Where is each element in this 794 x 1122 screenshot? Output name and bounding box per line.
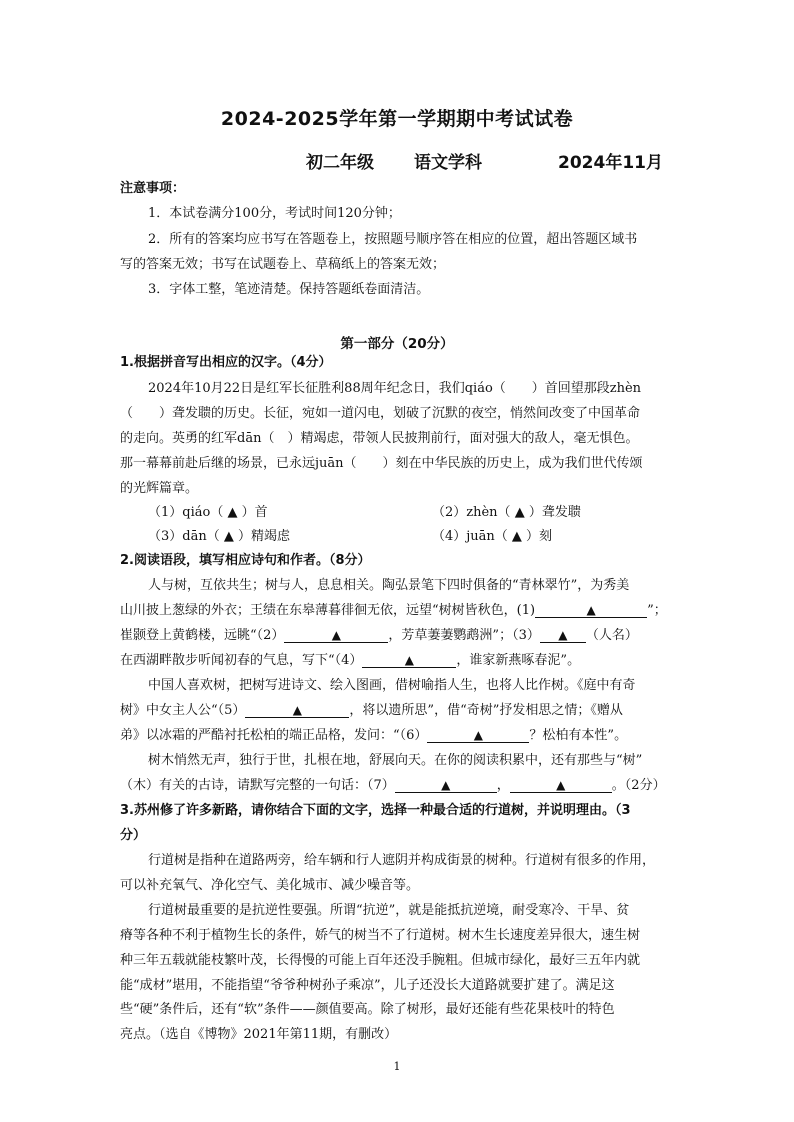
section-1-title: 第一部分（20分） bbox=[340, 336, 454, 352]
q3-line-5: 种三年五载就能枝繁叶茂，长得慢的可能上百年还没手腕粗。但城市绿化，最好三五年内就 bbox=[120, 953, 641, 968]
q2-p2-line-3: 弟》以冰霜的严酷衬托松柏的端正品格，发问：“（6） ▲ ？松柏有本性”。 bbox=[120, 728, 628, 743]
q1-option-3: （3）dān（ ▲ ）精竭虑 bbox=[148, 529, 290, 544]
q3-line-7: 些“硬”条件后，还有“软”条件——颜值要高。除了树形，最好还能有些花果枝叶的特色 bbox=[120, 1002, 615, 1017]
answer-blank-7a[interactable]: ▲ bbox=[395, 778, 497, 793]
answer-blank-5[interactable]: ▲ bbox=[245, 703, 349, 718]
notes-item-1: 1．本试卷满分100分，考试时间120分钟； bbox=[148, 206, 401, 221]
exam-subtitle bbox=[306, 148, 663, 173]
q2-p2-line-1: 中国人喜欢树，把树写进诗文、绘入图画，借树喻指人生，也将人比作树。《庭中有奇 bbox=[148, 678, 636, 693]
notes-item-2-cont: 写的答案无效；书写在试题卷上、草稿纸上的答案无效； bbox=[120, 257, 446, 272]
q3-title: 3.苏州修了许多新路，请你结合下面的文字，选择一种最合适的行道树，并说明理由。（3 bbox=[120, 803, 631, 818]
q3-title-cont: 分） bbox=[120, 828, 147, 843]
q1-line-5: 的光辉篇章。 bbox=[120, 481, 199, 496]
notes-item-3: 3．字体工整，笔迹清楚。保持答题纸卷面清洁。 bbox=[148, 282, 430, 297]
q1-option-1: （1）qiáo（ ▲ ）首 bbox=[148, 505, 268, 520]
answer-blank-4[interactable]: ▲ bbox=[362, 653, 456, 668]
q2-p2-line-2: 树》中女主人公“（5） ▲ ，将以遗所思”，借“奇树”抒发相思之情；《赠从 bbox=[120, 703, 623, 718]
q1-option-4: （4）juān（ ▲ ）刻 bbox=[432, 529, 553, 544]
answer-blank-7b[interactable]: ▲ bbox=[510, 778, 612, 793]
exam-title: 2024-2025学年第一学期期中考试试卷 bbox=[220, 108, 574, 130]
q3-line-3: 行道树最重要的是抗逆性要强。所谓“抗逆”，就是能抵抗逆境，耐受寒冷、干旱、贫 bbox=[148, 903, 630, 918]
q1-line-3: 的走向。英勇的红军dān（ ）精竭虑，带领人民披荆前行，面对强大的敌人，毫无惧色。 bbox=[120, 431, 639, 446]
subject-label: 语文学科 bbox=[414, 153, 482, 173]
q2-p3-line-1: 树木悄然无声，独行于世，扎根在地，舒展向天。在你的阅读积累中，还有那些与“树” bbox=[148, 753, 643, 768]
q1-line-4: 那一幕幕前赴后继的场景，已永远juān（ ）刻在中华民族的历史上，成为我们世代传颂 bbox=[120, 456, 643, 471]
q3-line-6: 能“成材”堪用，不能指望“爷爷种树孙子乘凉”，儿子还没长大道路就要扩建了。满足这 bbox=[120, 978, 615, 993]
q2-title: 2.阅读语段，填写相应诗句和作者。（8分） bbox=[120, 553, 371, 568]
q2-p1-line-4: 在西湖畔散步听闻初春的气息，写下“（4） ▲ ，谁家新燕啄春泥”。 bbox=[120, 653, 581, 668]
q2-p1-line-1: 人与树，互依共生；树与人，息息相关。陶弘景笔下四时俱备的“青林翠竹”，为秀美 bbox=[148, 578, 630, 593]
q1-line-2: （ ）聋发聩的历史。长征，宛如一道闪电，划破了沉默的夜空，悄然间改变了中国革命 bbox=[120, 406, 641, 421]
q1-title: 1.根据拼音写出相应的汉字。（4分） bbox=[120, 355, 332, 370]
q3-line-2: 可以补充氧气、净化空气、美化城市、减少噪音等。 bbox=[120, 878, 420, 893]
q3-line-4: 瘠等各种不利于植物生长的条件，娇气的树当不了行道树。树木生长速度差异很大，速生树 bbox=[120, 928, 641, 943]
q1-option-2: （2）zhèn（ ▲ ）聋发聩 bbox=[432, 505, 581, 520]
answer-blank-2[interactable]: ▲ bbox=[284, 628, 388, 643]
answer-blank-6[interactable]: ▲ bbox=[427, 728, 529, 743]
q2-p1-line-3: 崔颢登上黄鹤楼，远眺“（2） ▲ ，芳草萋萋鹦鹉洲”；（3） ▲ （人名） bbox=[120, 628, 638, 643]
answer-blank-1[interactable]: ▲ bbox=[535, 603, 647, 618]
q3-line-1: 行道树是指种在道路两旁，给车辆和行人遮阴并构成街景的树种。行道树有很多的作用， bbox=[148, 853, 656, 868]
q3-line-8: 亮点。（选自《博物》2021年第11期，有删改） bbox=[120, 1027, 398, 1042]
answer-blank-3[interactable]: ▲ bbox=[540, 628, 586, 643]
q2-p3-line-2: （木）有关的古诗，请默写完整的一句话：（7） ▲ ， ▲ 。（2分） bbox=[120, 778, 666, 793]
exam-date: 2024年11月 bbox=[558, 153, 663, 173]
notes-heading: 注意事项： bbox=[120, 181, 186, 196]
grade-label: 初二年级 bbox=[306, 153, 374, 173]
q1-line-1: 2024年10月22日是红军长征胜利88周年纪念日，我们qiáo（ ）首回望那段zhèn bbox=[148, 381, 642, 396]
notes-item-2: 2．所有的答案均应书写在答题卷上，按照题号顺序答在相应的位置，超出答题区域书 bbox=[148, 232, 638, 247]
page-number: 1 bbox=[393, 1060, 401, 1073]
q2-p1-line-2: 山川披上葱绿的外衣；王绩在东皋薄暮徘徊无依，远望“树树皆秋色，(1) ▲ ”； bbox=[120, 603, 667, 618]
